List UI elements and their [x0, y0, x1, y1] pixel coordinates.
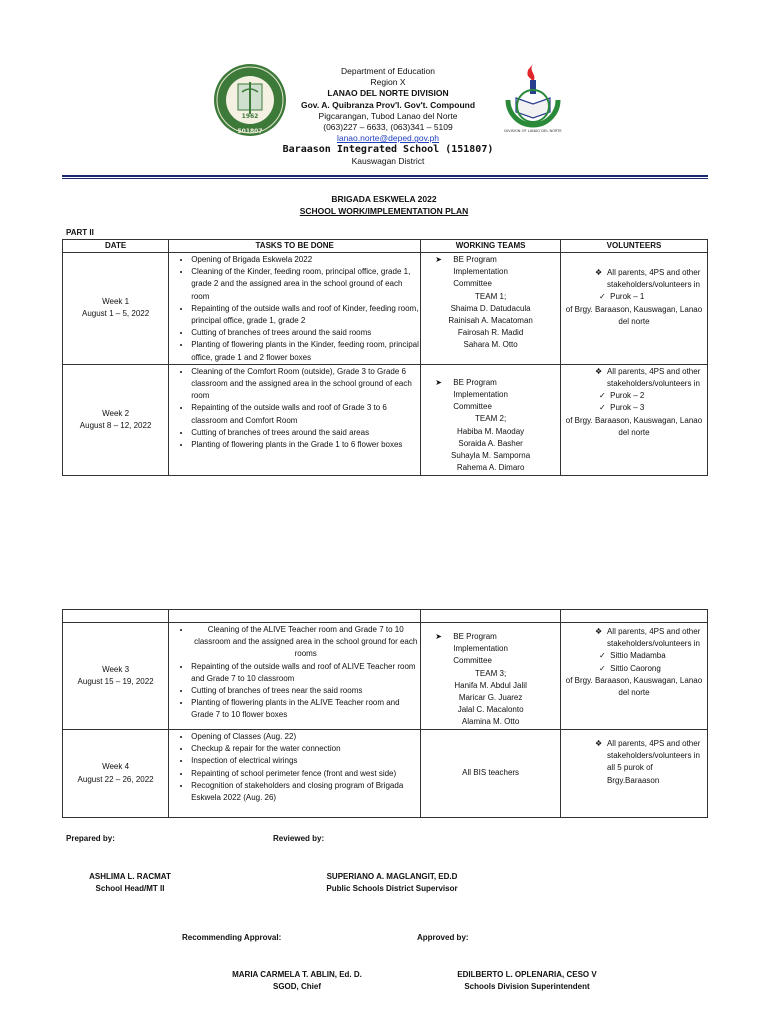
task-item: • Planting of flowering plants in the Kinder, feeding room, principal office, grade 1 and 2 flower boxes: [191, 339, 420, 363]
team-member: Habiba M. Maoday: [457, 426, 525, 436]
email-link[interactable]: lanao.norte@deped.gov.ph: [336, 133, 440, 144]
document-title: BRIGADA ESKWELA 2022: [331, 194, 437, 204]
department-name: Department of Education: [340, 66, 436, 76]
team-member: Rainisah A. Macatoman: [448, 316, 533, 326]
svg-text:1962: 1962: [241, 113, 259, 120]
letterhead: [268, 66, 508, 167]
date-cell: [63, 253, 169, 365]
task-item: • Inspection of electrical wirings: [191, 755, 420, 767]
team-name: TEAM 2;: [475, 414, 507, 424]
table-blank-header-row: [63, 610, 708, 623]
tasks-cell: [169, 364, 421, 475]
purok-label: Sittio Madamba: [610, 651, 666, 661]
week-label: Week 4: [102, 762, 130, 772]
prepared-by-label: Prepared by:: [66, 834, 115, 843]
tasks-cell: [169, 253, 421, 365]
team-program: BE Program Implementation Committee: [453, 255, 508, 289]
volunteers-cell: [560, 730, 707, 818]
blank-cell: [421, 610, 561, 623]
arrow-bullet-icon: ➤: [435, 255, 442, 264]
header-volunteers: VOLUNTEERS: [560, 240, 707, 253]
header-divider-thin: [62, 178, 708, 179]
team-member: Soraida A. Basher: [458, 438, 523, 448]
task-item: • Repainting of the outside walls and roof of Grade 3 to 6 classroom and Comfort Room: [191, 402, 420, 426]
arrow-bullet-icon: ➤: [435, 632, 442, 641]
plan-table-1: [62, 239, 708, 476]
table-row-week-2: [63, 364, 708, 475]
purok-label: Sittio Caorong: [610, 663, 661, 673]
header-divider: [62, 175, 708, 177]
volunteer-description: All parents, 4PS and other stakeholders/volunteers in all 5 purok of Brgy.Baraason: [606, 739, 701, 785]
reviewed-by-title: Public Schools District Supervisor: [326, 884, 458, 893]
teams-cell: [421, 730, 561, 818]
district-name: Kauswagan District: [351, 155, 425, 166]
team-member: Hanifa M. Abdul Jalil: [454, 680, 527, 690]
blank-cell: [63, 610, 169, 623]
volunteers-cell: [560, 253, 707, 365]
purok-label: Purok – 1: [610, 292, 645, 302]
tasks-cell: [169, 623, 421, 730]
team-member: Alamina M. Otto: [461, 717, 520, 727]
header-teams: WORKING TEAMS: [421, 240, 561, 253]
purok-item: [561, 402, 707, 414]
task-item: • Repainting of school perimeter fence (front and west side): [191, 768, 420, 780]
volunteer-description: All parents, 4PS and other stakeholders/volunteers in: [606, 268, 701, 290]
region-name: Region X: [370, 77, 406, 88]
svg-text:501807: 501807: [237, 128, 263, 135]
date-cell: [63, 623, 169, 730]
purok-label: Purok – 3: [610, 403, 645, 413]
header-tasks: TASKS TO BE DONE: [169, 240, 421, 253]
task-item: • Cutting of branches of trees around the said rooms: [191, 327, 420, 339]
task-item: • Cleaning of the Comfort Room (outside), Grade 3 to Grade 6 classroom and the assigned area in the school ground of each room: [191, 366, 420, 403]
plan-table-2: [62, 609, 708, 818]
team-member: Rahema A. Dimaro: [456, 463, 525, 473]
team-name: TEAM 3;: [475, 668, 507, 678]
task-item: • Cutting of branches of trees around the said areas: [191, 427, 420, 439]
task-item: • Repainting of the outside walls and roof of ALIVE Teacher room and Grade 7 to 10 classroom: [191, 661, 420, 685]
week-dates: August 8 – 12, 2022: [79, 420, 152, 430]
purok-item: [561, 390, 707, 402]
week-label: Week 3: [102, 664, 130, 674]
reviewed-by-name: SUPERIANO A. MAGLANGIT, ED.D: [326, 872, 458, 881]
arrow-bullet-icon: ➤: [435, 377, 442, 387]
task-item: • Planting of flowering plants in the Grade 1 to 6 flower boxes: [191, 439, 420, 451]
recommending-name: MARIA CARMELA T. ABLIN, Ed. D.: [232, 970, 362, 979]
check-icon: ✓: [598, 403, 611, 413]
table-row-week-1: [63, 253, 708, 365]
recommending-approval-label: Recommending Approval:: [182, 933, 282, 942]
team-member: Suhayla M. Samporna: [451, 451, 531, 461]
blank-cell: [169, 610, 421, 623]
team-member: Maricar G. Juarez: [458, 693, 523, 703]
phone-numbers: (063)227 – 6633, (063)341 – 5109: [323, 122, 453, 133]
task-item: • Opening of Brigada Eskwela 2022: [191, 254, 420, 266]
blank-cell: [560, 610, 707, 623]
check-icon: ✓: [598, 651, 611, 661]
recommending-title: SGOD, Chief: [272, 982, 321, 991]
volunteer-location: of Brgy. Baraason, Kauswagan, Lanao del norte: [565, 304, 703, 326]
volunteers-cell: [560, 364, 707, 475]
date-cell: [63, 364, 169, 475]
part-label: PART II: [66, 228, 94, 237]
table-header-row: [63, 240, 708, 253]
task-item: • Recognition of stakeholders and closing program of Brigada Eskwela 2022 (Aug. 26): [191, 780, 420, 804]
team-name: All BIS teachers: [462, 768, 520, 778]
task-item: • Cleaning of the ALIVE Teacher room and Grade 7 to 10 classroom and the assigned area in the school ground for each rooms: [191, 624, 420, 661]
team-program: BE Program Implementation Committee: [453, 377, 508, 412]
volunteer-description: All parents, 4PS and other stakeholders/volunteers in: [606, 366, 701, 389]
approved-title: Schools Division Superintendent: [464, 982, 590, 991]
check-icon: ✓: [598, 663, 611, 673]
task-item: • Cleaning of the Kinder, feeding room, principal office, grade 1, grade 2 and the assigned area in the school ground of each room: [191, 266, 420, 303]
task-item: • Planting of flowering plants in the ALIVE Teacher room and Grade 7 to 10 flower boxes: [191, 697, 420, 721]
purok-item: [561, 663, 707, 675]
volunteer-location: of Brgy. Baraason, Kauswagan, Lanao del norte: [565, 415, 703, 437]
address-line-2: Pigcarangan, Tubod Lanao del Norte: [318, 110, 458, 121]
week-label: Week 1: [102, 297, 130, 307]
purok-item: [561, 291, 707, 303]
task-item: • Opening of Classes (Aug. 22): [191, 731, 420, 743]
tasks-cell: [169, 730, 421, 818]
table-row-week-3: [63, 623, 708, 730]
team-member: Jalal C. Macalonto: [457, 705, 524, 715]
header-date: DATE: [63, 240, 169, 253]
division-name: LANAO DEL NORTE DIVISION: [327, 88, 449, 99]
division-logo: [498, 60, 568, 138]
document-subtitle: SCHOOL WORK/IMPLEMENTATION PLAN: [299, 206, 469, 216]
diamond-bullet-icon: ❖: [594, 627, 603, 636]
team-member: Fairosah R. Madid: [457, 328, 524, 338]
week-dates: August 1 – 5, 2022: [82, 309, 150, 319]
volunteer-description: All parents, 4PS and other stakeholders/volunteers in: [606, 627, 701, 649]
reviewed-by-label: Reviewed by:: [273, 834, 325, 843]
task-item: • Checkup & repair for the water connection: [191, 743, 420, 755]
diamond-bullet-icon: ❖: [594, 268, 603, 277]
check-icon: ✓: [598, 292, 611, 302]
week-label: Week 2: [102, 408, 130, 418]
purok-item: [561, 650, 707, 662]
volunteers-cell: [560, 623, 707, 730]
diamond-bullet-icon: ❖: [594, 366, 603, 376]
week-dates: August 15 – 19, 2022: [77, 677, 154, 686]
purok-label: Purok – 2: [610, 391, 645, 401]
approved-name: EDILBERTO L. OPLENARIA, CESO V: [457, 970, 597, 979]
teams-cell: [421, 623, 561, 730]
check-icon: ✓: [598, 391, 611, 401]
teams-cell: [421, 253, 561, 365]
task-item: • Cutting of branches of trees near the said rooms: [191, 685, 420, 697]
address-line-1: Gov. A. Quibranza Prov'l. Gov't. Compound: [300, 99, 476, 110]
svg-text:DIVISION OF LANAO DEL NORTE: DIVISION OF LANAO DEL NORTE: [504, 129, 562, 133]
team-name: TEAM 1;: [475, 291, 507, 301]
week-dates: August 22 – 26, 2022: [77, 774, 154, 784]
volunteer-location: of Brgy. Baraason, Kauswagan, Lanao del norte: [565, 675, 703, 698]
diamond-bullet-icon: ❖: [594, 739, 603, 748]
table-row-week-4: [63, 730, 708, 818]
prepared-by-name: ASHLIMA L. RACMAT: [89, 872, 171, 881]
approved-by-label: Approved by:: [417, 933, 469, 942]
team-program: BE Program Implementation Committee: [453, 632, 508, 666]
date-cell: [63, 730, 169, 818]
team-member: Shaima D. Datudacula: [450, 303, 531, 313]
task-item: • Repainting of the outside walls and roof of Kinder, feeding room, principal office, grade 1, grade 2: [191, 303, 420, 327]
prepared-by-title: School Head/MT II: [95, 884, 165, 893]
school-name: Baraason Integrated School (151807): [282, 144, 494, 156]
team-member: Sahara M. Otto: [463, 340, 518, 350]
teams-cell: [421, 364, 561, 475]
